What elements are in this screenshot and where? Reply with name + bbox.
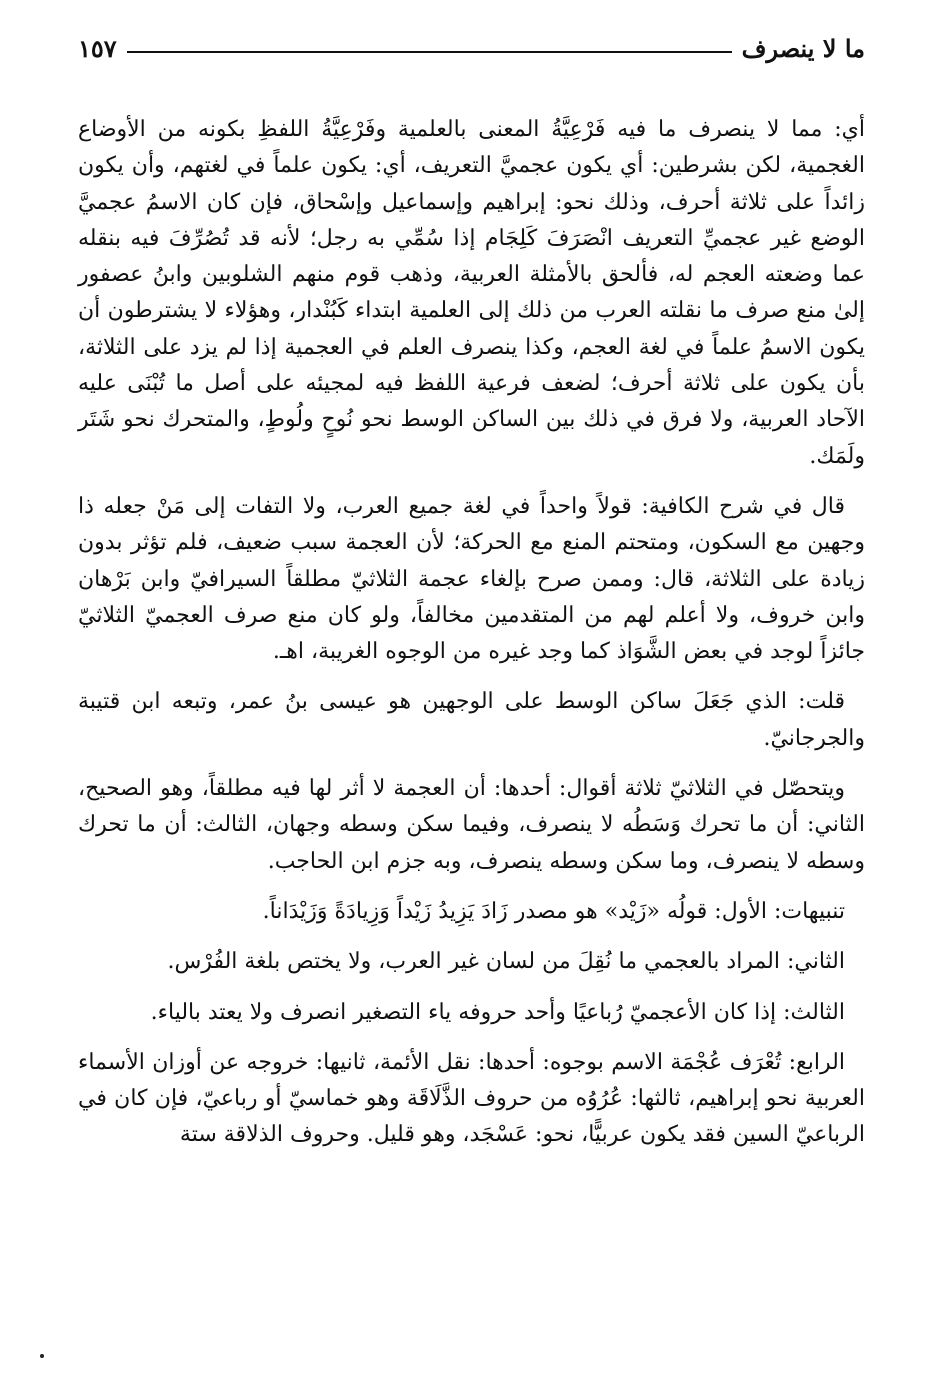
paragraph-3: قلت: الذي جَعَلَ ساكن الوسط على الوجهين هو عيسى بنُ عمر، وتبعه ابن قتيبة والجرجانيّ. [78, 689, 865, 751]
paragraph-1: أي: مما لا ينصرف ما فيه فَرْعِيَّةُ المعنى بالعلمية وفَرْعِيَّةُ اللفظِ بكونه من الأوضاع الغجمية، لكن بشرطين: أي يكون عجميَّ التعريف، أي: يكون علماً في لغتهم، وأن يكون زائداً على ثلاثة أحرف، وذلك نحو: إبراهيم وإسماعيل وإسْحاق، فإن كان الاسمُ عجميَّ الوضع غير عجميِّ التعريف انْصَرَفَ كَلِجَام إذا سُمِّي به رجل؛ لأنه قد تُصُرِّفَ فيه بنقله عما وضعته العجم له، فألحق بالأمثلة العربية، وذهب قوم منهم الشلوبين وابنُ عصفور إلىٰ منع صرف ما نقلته العرب من ذلك إلى العلمية ابتداء كَبُنْدار، وهؤلاء لا يشترطون أن يكون الاسمُ علماً في لغة العجم، وكذا ينصرف العلم في العجمية إذا لم يزد على الثلاثة، بأن يكون على ثلاثة أحرف؛ لضعف فرعية اللفظ فيه لمجيئه على أصل ما تُبْنَى عليه الآحاد العربية، ولا فرق في ذلك بين الساكن الوسط نحو نُوحٍ ولُوطٍ، والمتحرك نحو شَتَر ولَمَك. [78, 117, 866, 469]
paragraph-5: تنبيهات: الأول: قولُه «زَيْد» هو مصدر زَادَ يَزِيدُ زَيْداً وَزِيادَةً وَزَيْدَاناً. [262, 898, 845, 924]
page-body [78, 112, 865, 1154]
header-rule [127, 51, 732, 53]
page-speck [40, 1354, 44, 1358]
book-page [78, 28, 865, 1168]
running-header [78, 28, 865, 68]
paragraph-4: ويتحصّل في الثلاثيّ ثلاثة أقوال: أحدها: أن العجمة لا أثر لها فيه مطلقاً، وهو الصحيح، الثاني: أن ما تحرك وَسَطُه لا ينصرف، وفيما سكن وسطه وجهان، الثالث: أن ما تحرك وسطه لا ينصرف، وما سكن وسطه ينصرف، وبه جزم ابن الحاجب. [78, 776, 865, 874]
paragraph-6: الثاني: المراد بالعجمي ما نُقِلَ من لسان غير العرب، ولا يختص بلغة الفُرْس. [167, 949, 845, 975]
paragraph-2: قال في شرح الكافية: قولاً واحداً في لغة جميع العرب، ولا التفات إلى مَنْ جعله ذا وجهين مع السكون، ومتحتم المنع مع الحركة؛ لأن العجمة سبب ضعيف، فلم تؤثر بدون زيادة على الثلاثة، قال: وممن صرح بإلغاء عجمة الثلاثيّ مطلقاً السيرافيّ وابن بَرْهان وابن خروف، ولا أعلم لهم من المتقدمين مخالفاً، ولو كان منع صرف العجميّ الثلاثيّ جائزاً لوجد في بعض الشَّوَاذ كما وجد غيره من الوجوه الغريبة، اهـ. [78, 493, 865, 665]
page-number: ١٥٧ [78, 33, 117, 63]
paragraph-8: الرابع: تُعْرَف عُجْمَة الاسم بوجوه: أحدها: نقل الأئمة، ثانيها: خروجه عن أوزان الأسماء العربية نحو إبراهيم، ثالثها: عُرُوُه من حروف الذَّلَاقَة وهو خماسيّ أو رباعيّ، فإن كان في الرباعيّ السين فقد يكون عربيًّا، نحو: عَسْجَد، وهو قليل. وحروف الذلاقة ستة [78, 1049, 865, 1148]
paragraph-7: الثالث: إذا كان الأعجميّ رُباعيًا وأحد حروفه ياء التصغير انصرف ولا يعتد بالياء. [150, 999, 845, 1025]
chapter-title: ما لا ينصرف [741, 33, 865, 63]
